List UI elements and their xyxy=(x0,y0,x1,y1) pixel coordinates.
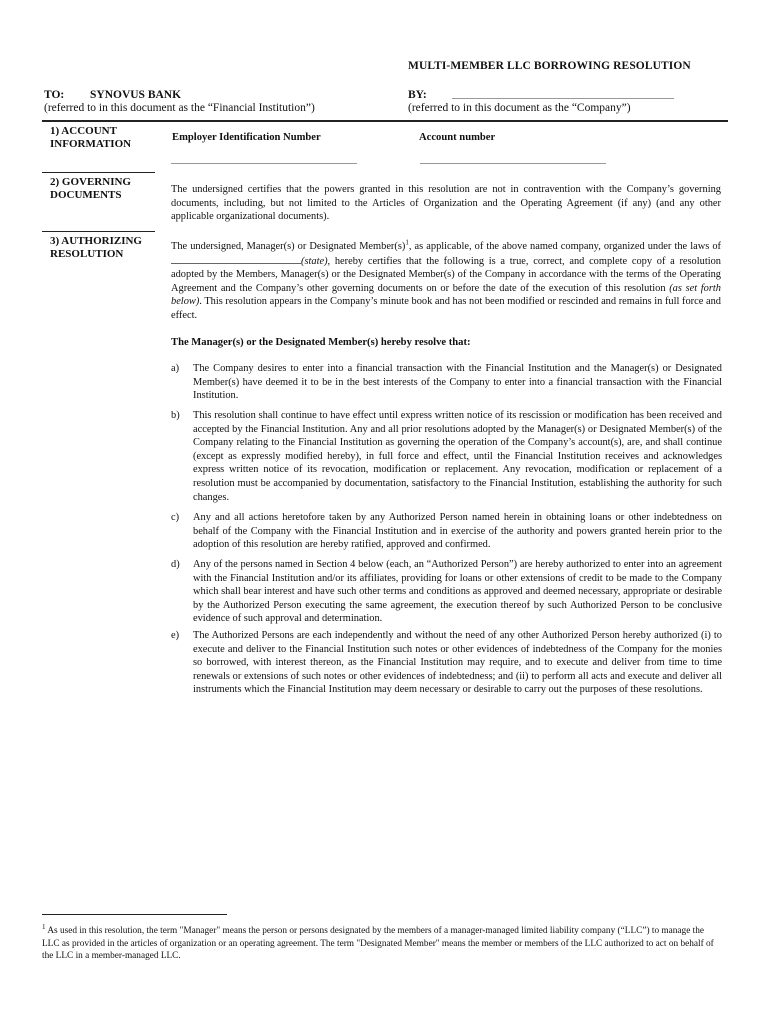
section-authorizing-label-line1: 3) AUTHORIZING xyxy=(50,235,142,247)
section-authorizing-rule xyxy=(42,231,155,232)
section-governing-label-line2: DOCUMENTS xyxy=(50,189,122,201)
footnote-reference: 1 xyxy=(405,238,409,247)
footnote xyxy=(42,922,722,963)
item-text: This resolution shall continue to have effect until express written notice of its rescission or modification has been received and accepted by the Financial Institution. Any and all prior resolutions adopted by the Manager(s) or Designated Member(s) of the Company relating to the Financial Institution as governing the operation of the Company’s account(s), are, and shall continue (except as expressly modified hereby), in full force and effect, until the Financial Institution receives and acknowledges express written notice of its revocation, modification or replacement. Any revocation, modification or replacement of a resolution must be accompanied by documentation, satisfactory to the Financial Institution, establishing the authority for such changes. xyxy=(193,410,722,503)
item-text: Any of the persons named in Section 4 below (each, an “Authorized Person”) are hereby authorized to enter into an agreement with the Financial Institution and/or its affiliates, providing for loans or other extensions of credit to be made to the Company which shall bear interest and have such other terms and conditions as approved and deemed necessary, appropriate or desirable by the Authorized Person executing the same agreement, the execution thereof by such Authorized Person to be conclusive evidence of such approval and determination. xyxy=(193,559,722,625)
ein-label: Employer Identification Number xyxy=(172,132,321,143)
section-account-label-line1: 1) ACCOUNT xyxy=(50,125,117,137)
section-authorizing-label xyxy=(50,235,142,261)
footnote-text: As used in this resolution, the term "Manager" means the person or persons designated by the members of a manager-managed limited liability company (“LLC”) to manage the LLC as provided in the articles of organization or an operating agreement. The term "Designated Member" means the member or members of the LLC authorized to act on behalf of the LLC in a member-managed LLC. xyxy=(42,926,714,962)
section-authorizing-label-line2: RESOLUTION xyxy=(50,248,124,260)
item-text: The Company desires to enter into a financial transaction with the Financial Institution and the Manager(s) or Designated Member(s) have deemed it to be in the best interests of the Company to enter into a financial transaction with the Financial Institution. xyxy=(193,363,722,402)
document-title: MULTI-MEMBER LLC BORROWING RESOLUTION xyxy=(408,60,691,72)
by-note: (referred to in this document as the “Company”) xyxy=(408,102,631,114)
authorizing-text-part1: The undersigned, Manager(s) or Designated Member(s) xyxy=(171,241,406,252)
item-letter: c) xyxy=(171,512,180,523)
section-account-label xyxy=(50,125,131,151)
section-governing-rule xyxy=(42,172,155,173)
section-governing-label xyxy=(50,176,131,202)
section-account-label-line2: INFORMATION xyxy=(50,138,132,150)
item-letter: e) xyxy=(171,630,180,641)
ein-field[interactable] xyxy=(171,163,357,164)
item-text: The Authorized Persons are each independently and without the need of any other Authorized Person hereby authorized (i) to execute and deliver to the Financial Institution such notes or other evidences of indebtedness of the Company for the monies so borrowed, with interest thereon, as the Financial Institution may require, and to execute and deliver from time to time renewals or extensions of such notes or other evidences of indebtedness; and (ii) to perform all acts and execute and deliver all instruments which the Financial Institution may deem necessary or desirable to carry out the purposes of these resolutions. xyxy=(193,630,722,696)
footnote-marker: 1 xyxy=(42,922,46,931)
resolve-heading: The Manager(s) or the Designated Member(s) hereby resolve that: xyxy=(171,337,471,348)
by-label: BY: xyxy=(408,89,427,101)
footnote-rule xyxy=(42,914,227,915)
item-letter: b) xyxy=(171,410,180,421)
governing-text: The undersigned certifies that the powers granted in this resolution are not in contravention with the Company’s governing documents, including, but not limited to the Articles of Organization and the Operating Agreement (if any) (and any other applicable organizational documents). xyxy=(171,184,721,223)
authorizing-text-part4: . This resolution appears in the Company’s minute book and has not been modified or rescinded and remains in full force and effect. xyxy=(171,296,721,321)
header-rule xyxy=(42,120,728,122)
resolution-item-b xyxy=(171,409,722,504)
item-text: Any and all actions heretofore taken by any Authorized Person named herein in obtaining loans or other indebtedness on behalf of the Company with the Financial Institution and in exercise of the authority and powers granted herein prior to the adoption of this resolution are hereby ratified, approved and confirmed. xyxy=(193,512,722,551)
item-letter: d) xyxy=(171,559,180,570)
account-number-field[interactable] xyxy=(420,163,606,164)
item-letter: a) xyxy=(171,363,180,374)
authorizing-paragraph xyxy=(171,240,721,323)
section-governing-label-line1: 2) GOVERNING xyxy=(50,176,131,188)
to-note: (referred to in this document as the “Financial Institution”) xyxy=(44,102,315,114)
authorizing-text-italic: (as set forth below) xyxy=(171,282,721,308)
resolution-item-e xyxy=(171,629,722,697)
to-label: TO: xyxy=(44,89,65,101)
account-number-label: Account number xyxy=(419,132,496,143)
authorizing-text-part3: , hereby certifies that the following is a true, correct, and complete copy of a resolution adopted by the Members, Manager(s) or the Designated Member(s) of the Company in accordance with the terms of the Operating Agreement and the Company’s other governing documents on or before the date of the execution of this resolution xyxy=(171,255,721,294)
authorizing-text-part2: , as applicable, of the above named company, organized under the laws of xyxy=(408,241,721,252)
resolution-item-a xyxy=(171,362,722,403)
resolution-item-d xyxy=(171,558,722,626)
by-company-field[interactable] xyxy=(452,98,674,99)
state-label: (state) xyxy=(301,255,328,267)
state-field[interactable] xyxy=(171,254,301,264)
resolution-item-c xyxy=(171,511,722,552)
to-recipient: SYNOVUS BANK xyxy=(90,89,182,101)
